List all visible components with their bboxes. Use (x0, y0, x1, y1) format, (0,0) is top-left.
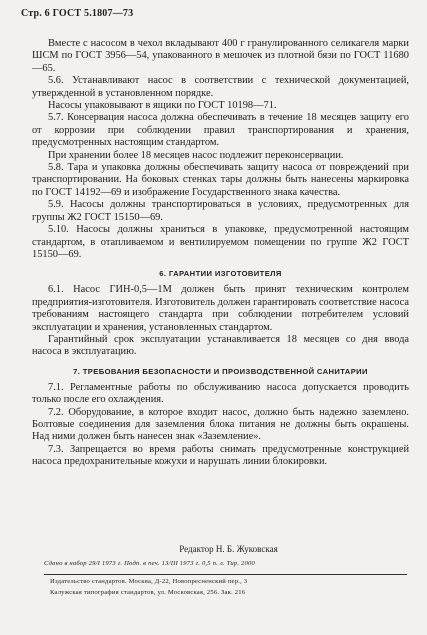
section-7-title: 7. ТРЕБОВАНИЯ БЕЗОПАСНОСТИ И ПРОИЗВОДСТВЕННОЙ САНИТАРИИ (73, 366, 368, 376)
paragraph-6-1: 6.1. Насос ГИН-0,5—1М должен быть принят техническим контролем предприятия-изготовителя. Изготовитель должен гарантировать соответствие насоса требованиям настоящего стандарта при соблюдении потребителем условий эксплуатации и хранения, установленных стандартом. (32, 284, 409, 333)
paragraph-warranty: Гарантийный срок эксплуатации устанавливается 18 месяцев со дня ввода насоса в эксплуатацию. (32, 333, 409, 358)
paragraph-reconservation: При хранении более 18 месяцев насос подлежит переконсервации. (48, 149, 344, 161)
section-6-title: 6. ГАРАНТИИ ИЗГОТОВИТЕЛЯ (159, 269, 282, 279)
paragraph-5-9: 5.9. Насосы должны транспортироваться в условиях, предусмотренных для группы Ж2 ГОСТ 15150—69. (32, 199, 409, 223)
paragraph-5-10: 5.10. Насосы должны храниться в упаковке, предусмотренной настоящим стандартом, в отапливаемом и вентилируемом помещении по группе Ж2 ГОСТ 15150—69. (32, 224, 409, 260)
imprint-line: Сдано в набор 29/I 1973 г. Подп. в печ. 13/III 1973 г. 0,5 п. л. Тир. 2000 (44, 560, 255, 567)
paragraph-7-3: 7.3. Запрещается во время работы снимать предусмотренные конструкцией насоса предохранительные кожухи и нарушать линии блокировки. (32, 443, 409, 468)
page-header: Стр. 6 ГОСТ 5.1807—73 (21, 8, 134, 19)
document-body (32, 38, 409, 469)
publisher-line: Издательство стандартов. Москва, Д-22, Новопресненский пер., 3 (50, 578, 248, 585)
paragraph-5-8: 5.8. Тара и упаковка должны обеспечивать защиту насоса от повреждений при транспортировании. На боковых стенках тары должны быть нанесены маркировка по ГОСТ 14192—69 и изображение Государственного знака качества. (32, 162, 409, 198)
printer-line: Калужская типография стандартов, ул. Московская, 256. Зак. 216 (50, 589, 246, 596)
editor-line: Редактор Н. Б. Жуковская (179, 544, 278, 554)
divider (44, 574, 407, 575)
paragraph-5-7: 5.7. Консервация насоса должна обеспечивать в течение 18 месяцев защиту его от коррозии при соблюдении правил транспортирования и хранения, предусмотренных настоящим стандартом. (32, 112, 409, 149)
paragraph-7-2: 7.2. Оборудование, в которое входит насос, должно быть надежно заземлено. Болтовые соединения для заземления блока питания не должны быть окрашены. Над ними должен быть нанесен знак «Заземление». (32, 406, 409, 443)
paragraph-boxes: Насосы упаковывают в ящики по ГОСТ 10198—71. (48, 100, 277, 112)
paragraph-silica-gel: Вместе с насосом в чехол вкладывают 400 г гранулированного селикагеля марки ШСМ по ГОСТ 3956—54, упакованного в мешочек из плотной бязи по ГОСТ 11680—65. (32, 38, 409, 74)
paragraph-5-6: 5.6. Устанавливают насос в соответствии с технической документацией, утвержденной в установленном порядке. (32, 75, 409, 99)
paragraph-7-1: 7.1. Регламентные работы по обслуживанию насоса допускается проводить только после его охлаждения. (32, 381, 409, 406)
